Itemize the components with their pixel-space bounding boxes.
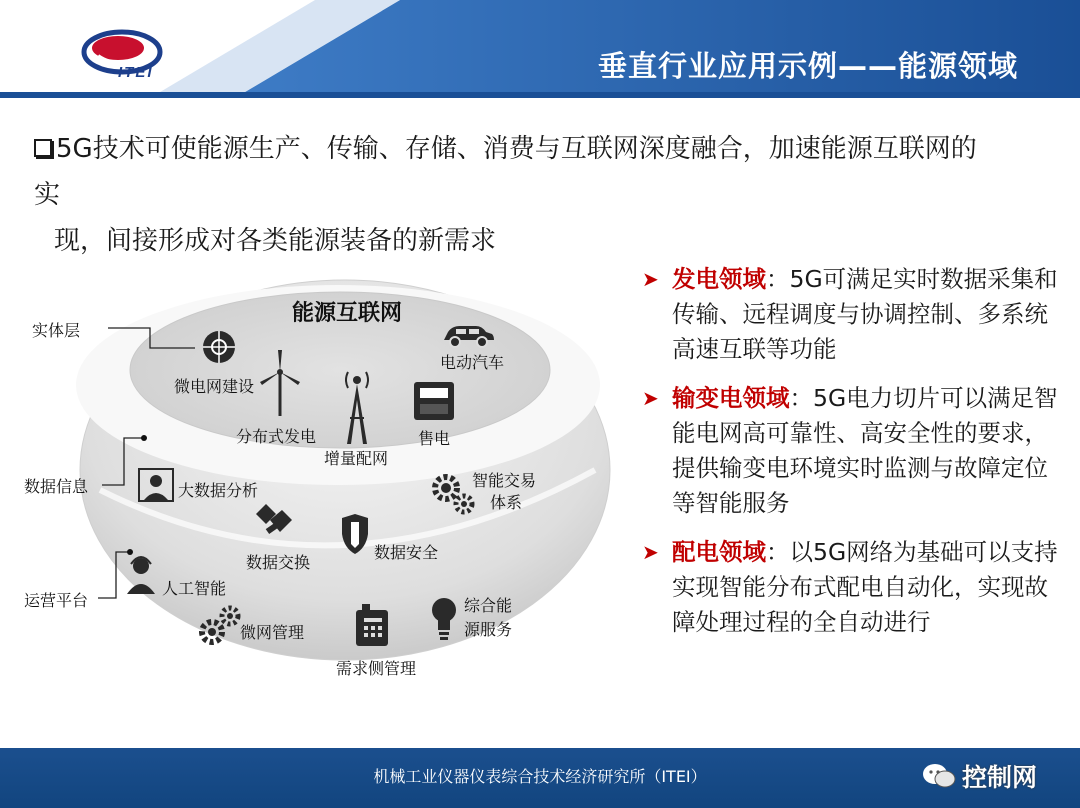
item-data-exchange: 数据交换 (246, 553, 311, 572)
wind-turbine-icon (260, 350, 300, 416)
wechat-icon (922, 762, 956, 790)
item-ai: 人工智能 (162, 579, 227, 598)
item-microgrid-management: 微网管理 (240, 623, 305, 642)
item-integrated-energy-service-line-2: 源服务 (464, 620, 513, 639)
item-demand-side-management: 需求侧管理 (336, 659, 417, 678)
point-text: ：5G可满足实时数据采集和传输、远程调度与协调控制、多系统高速互联等功能 (672, 265, 1058, 363)
checkbox-bullet-icon (34, 139, 52, 157)
item-incremental-distribution: 增量配网 (324, 449, 389, 468)
layer-label-entity: 实体层 (32, 321, 81, 340)
arrow-bullet-icon: ➤ (642, 386, 659, 410)
shield-icon (342, 514, 368, 554)
point-power-generation (640, 262, 1060, 367)
item-electricity-sales: 售电 (418, 429, 451, 448)
arrow-bullet-icon: ➤ (642, 267, 659, 291)
handshake-icon (254, 502, 294, 538)
slide-footer (0, 748, 1080, 808)
watermark (922, 748, 1037, 804)
point-key: 配电领域 (672, 538, 766, 566)
logo-text: ITEI (118, 64, 154, 81)
diagram-background (20, 270, 630, 670)
point-text: ：5G电力切片可以满足智能电网高可靠性、高安全性的要求，提供输变电环境实时监测与故障定位等智能服务 (672, 384, 1058, 517)
intro-line-2: 现，间接形成对各类能源装备的新需求 (54, 226, 497, 256)
energy-internet-diagram (20, 270, 630, 678)
intro-bullet (34, 126, 994, 264)
layer-label-platform: 运营平台 (24, 591, 89, 610)
item-microgrid: 微电网建设 (174, 377, 255, 396)
item-smart-trading-line-2: 体系 (490, 493, 523, 512)
item-integrated-energy-service (464, 594, 512, 642)
microgrid-icon (200, 328, 238, 366)
diagram-title: 能源互联网 (292, 301, 403, 326)
point-text: ：以5G网络为基础可以支持实现智能分布式配电自动化，实现故障处理过程的全自动进行 (672, 538, 1058, 636)
point-distribution (640, 535, 1060, 640)
microgrid-management-gears-icon (198, 604, 242, 648)
gears-icon (430, 470, 476, 516)
lightbulb-icon (430, 596, 458, 640)
slide-header (0, 0, 1080, 100)
item-electric-vehicle: 电动汽车 (440, 353, 505, 372)
signal-tower-icon (342, 368, 372, 444)
item-smart-trading (472, 470, 536, 514)
electric-car-icon (440, 322, 496, 348)
data-analysis-icon (138, 468, 174, 502)
arrow-bullet-icon: ➤ (642, 540, 659, 564)
layer-label-data: 数据信息 (24, 477, 89, 496)
item-data-security: 数据安全 (374, 543, 439, 562)
phone-icon (354, 602, 390, 648)
point-key: 输变电领域 (672, 384, 790, 412)
point-transmission (640, 381, 1060, 521)
ai-person-icon (124, 554, 158, 594)
application-points (640, 262, 1060, 654)
electricity-meter-icon (412, 380, 456, 422)
watermark-text: 控制网 (962, 763, 1038, 792)
intro-line-1: 5G技术可使能源生产、传输、存储、消费与互联网深度融合，加速能源互联网的实 (34, 134, 977, 210)
footer-text: 机械工业仪器仪表综合技术经济研究所（ITEI） (373, 767, 707, 786)
item-smart-trading-line-1: 智能交易 (472, 471, 537, 490)
slide-title: 垂直行业应用示例——能源领域 (597, 49, 1018, 83)
item-integrated-energy-service-line-1: 综合能 (464, 596, 513, 615)
item-big-data-analysis: 大数据分析 (178, 481, 259, 500)
point-key: 发电领域 (672, 265, 766, 293)
item-distributed-generation: 分布式发电 (236, 427, 317, 446)
